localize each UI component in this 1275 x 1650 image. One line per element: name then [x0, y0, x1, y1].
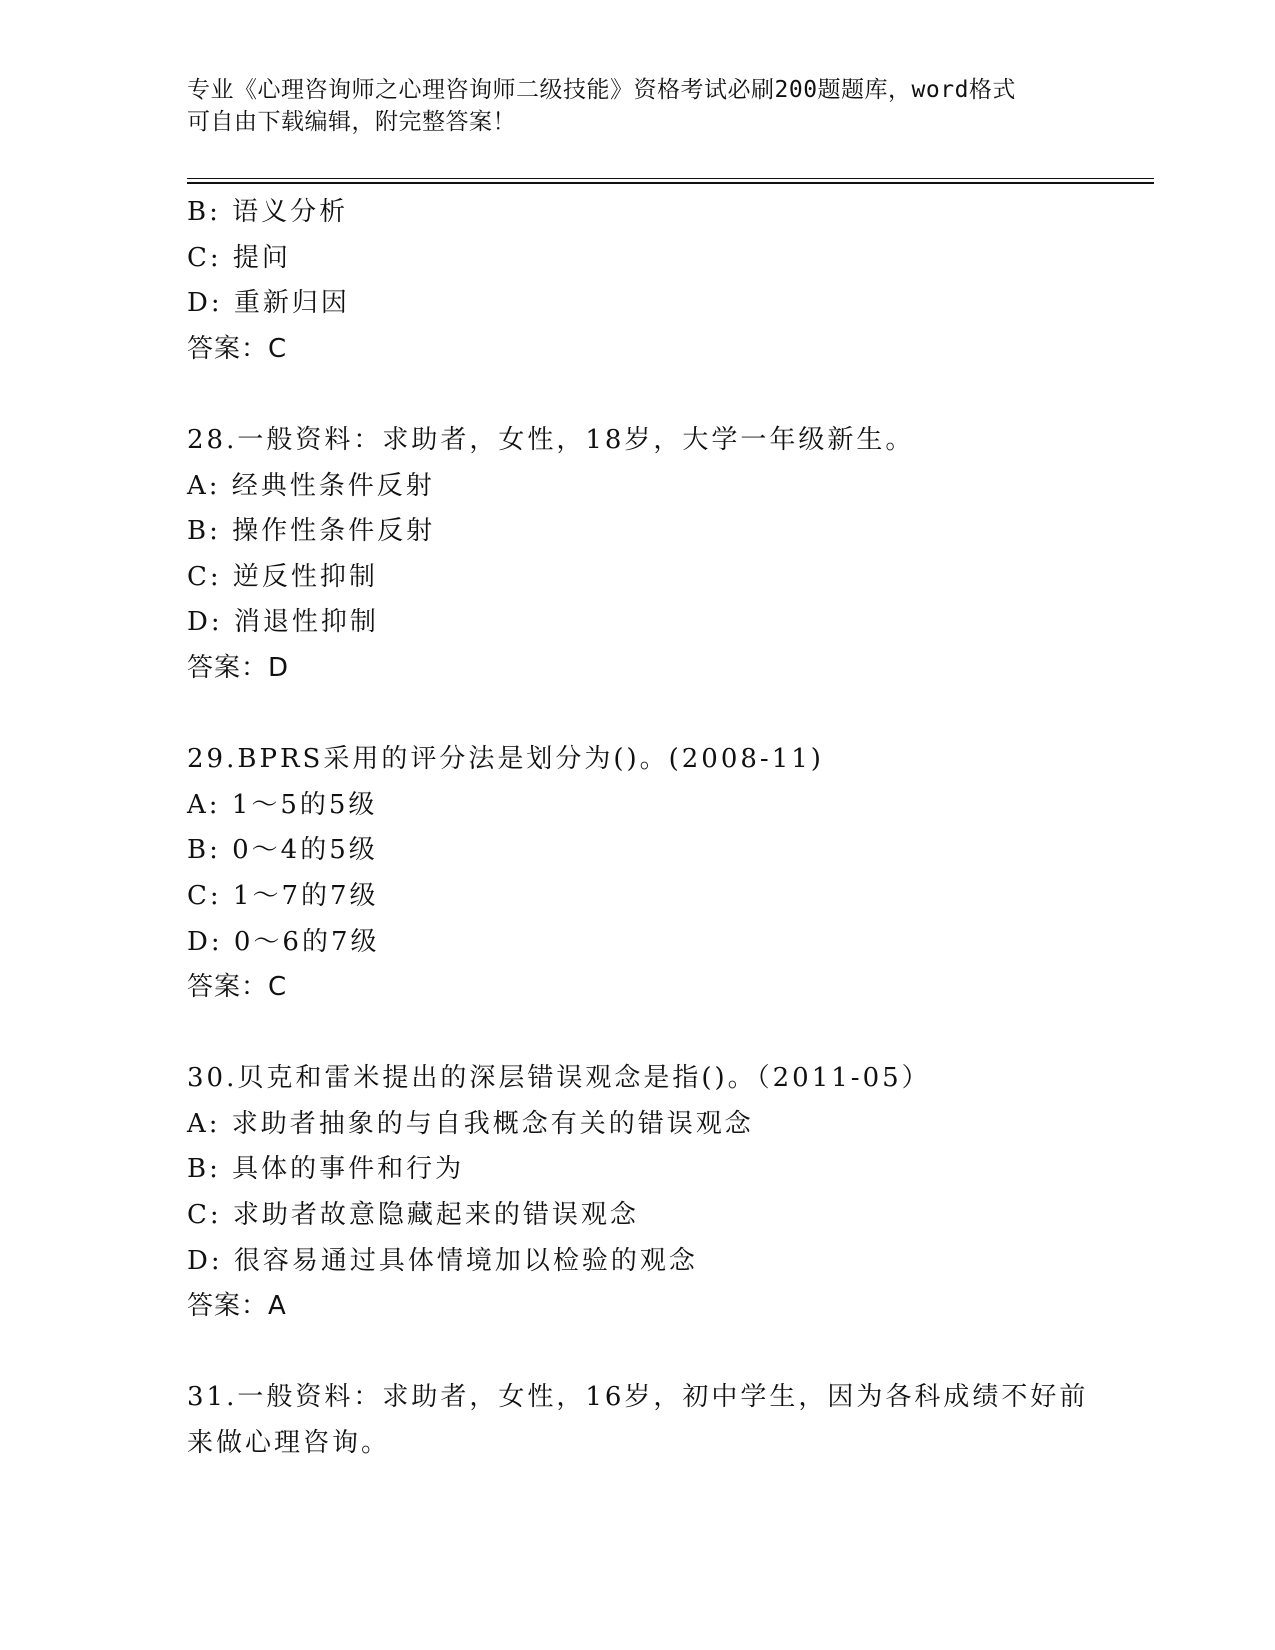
question-text: 30.贝克和雷米提出的深层错误观念是指()。（2011-05）: [187, 1063, 931, 1094]
option-d: D: 消退性抑制: [187, 607, 379, 638]
header-line-2: 可自由下载编辑，附完整答案！: [187, 109, 516, 135]
option-d: D: 重新归因: [187, 288, 350, 319]
spacer: [187, 1011, 1147, 1057]
document-header: [187, 74, 1087, 138]
question-text: 29.BPRS采用的评分法是划分为()。(2008-11): [187, 744, 824, 775]
question-text: 28.一般资料：求助者，女性，18岁，大学一年级新生。: [187, 424, 915, 455]
option-b: B: 具体的事件和行为: [187, 1154, 465, 1185]
spacer: [187, 1330, 1147, 1376]
question-list: [187, 190, 1147, 1467]
answer-line: 答案：C: [187, 972, 288, 1003]
option-c: C: 求助者故意隐藏起来的错误观念: [187, 1200, 639, 1231]
question-30-block: [187, 1056, 1147, 1330]
question-31-block: [187, 1375, 1147, 1466]
question-text-line-1: 31.一般资料：求助者，女性，16岁，初中学生，因为各科成绩不好前: [187, 1382, 1089, 1413]
option-b: B: 0～4的5级: [187, 835, 378, 866]
header-line-1: 专业《心理咨询师之心理咨询师二级技能》资格考试必刷200题题库，word格式: [187, 77, 1016, 103]
header-divider-thin: [187, 178, 1154, 179]
option-c: C: 1～7的7级: [187, 880, 379, 911]
header-divider-thick: [187, 182, 1154, 184]
spacer: [187, 372, 1147, 418]
question-27-block: [187, 190, 1147, 372]
option-c: C: 提问: [187, 242, 291, 273]
question-28-block: [187, 418, 1147, 692]
option-d: D: 很容易通过具体情境加以检验的观念: [187, 1245, 698, 1276]
option-a: A: 1～5的5级: [187, 789, 378, 820]
option-b: B: 操作性条件反射: [187, 516, 436, 547]
question-text-line-2: 来做心理咨询。: [187, 1428, 391, 1459]
option-c: C: 逆反性抑制: [187, 561, 378, 592]
option-a: A: 经典性条件反射: [187, 470, 435, 501]
answer-line: 答案：A: [187, 1291, 287, 1322]
option-a: A: 求助者抽象的与自我概念有关的错误观念: [187, 1108, 754, 1139]
spacer: [187, 692, 1147, 738]
question-29-block: [187, 737, 1147, 1011]
option-b: B: 语义分析: [187, 197, 349, 227]
option-d: D: 0～6的7级: [187, 926, 380, 957]
answer-line: 答案：D: [187, 652, 290, 683]
answer-line: 答案：C: [187, 333, 288, 364]
